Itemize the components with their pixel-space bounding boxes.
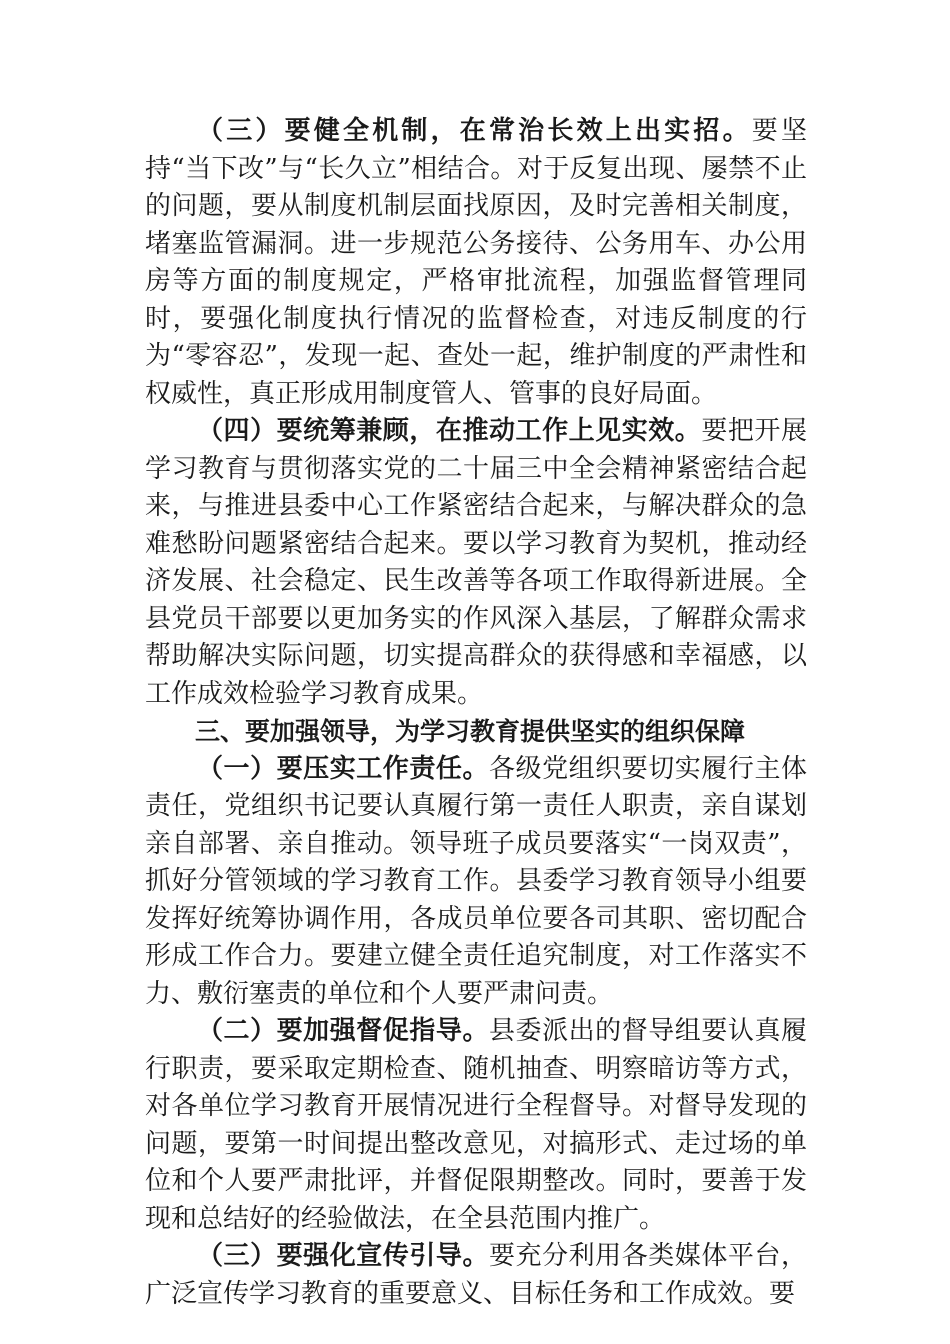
document-page <box>145 113 807 1313</box>
paragraph-body: 要坚持“当下改”与“长久立”相结合。对于反复出现、屡禁不止的问题，要从制度机制层面找原因，及时完善相关制度，堵塞监管漏洞。进一步规范公务接待、公务用车、办公用房等方面的制度规定，严格审批流程，加强监督管理同时，要强化制度执行情况的监督检查，对违反制度的行为“零容忍”，发现一起、查处一起，维护制度的严肃性和权威性，真正形成用制度管人、管事的良好局面。 <box>145 116 807 409</box>
paragraph-coordination <box>145 413 807 713</box>
paragraph-responsibility <box>145 751 807 1014</box>
paragraph-lead: （三）要健全机制，在常治长效上出实招。 <box>197 116 752 146</box>
paragraph-lead: （三）要强化宣传引导。 <box>197 1241 489 1271</box>
section-heading: 三、要加强领导，为学习教育提供坚实的组织保障 <box>195 717 746 746</box>
paragraph-body: 各级党组织要切实履行主体责任，党组织书记要认真履行第一责任人职责，亲自谋划亲自部署、亲自推动。领导班子成员要落实“一岗双责”，抓好分管领域的学习教育工作。县委学习教育领导小组要发挥好统筹协调作用，各成员单位要各司其职、密切配合形成工作合力。要建立健全责任追究制度，对工作落实不力、敷衍塞责的单位和个人要严肃问责。 <box>145 753 807 1009</box>
paragraph-supervision <box>145 1013 807 1238</box>
paragraph-lead: （一）要压实工作责任。 <box>197 753 489 784</box>
paragraph-body: 要充分利用各类媒体平台，广泛宣传学习教育的重要意义、目标任务和工作成效。要 <box>145 1241 807 1309</box>
paragraph-lead: （二）要加强督促指导。 <box>197 1016 489 1046</box>
paragraph-mechanism <box>145 113 807 413</box>
paragraph-lead: （四）要统筹兼顾，在推动工作上见实效。 <box>197 416 702 446</box>
paragraph-body: 县委派出的督导组要认真履行职责，要采取定期检查、随机抽查、明察暗访等方式，对各单位学习教育开展情况进行全程督导。对督导发现的问题，要第一时间提出整改意见，对搞形式、走过场的单位和个人要严肃批评，并督促限期整改。同时，要善于发现和总结好的经验做法，在全县范围内推广。 <box>145 1016 807 1234</box>
paragraph-body: 要把开展学习教育与贯彻落实党的二十届三中全会精神紧密结合起来，与推进县委中心工作紧密结合起来，与解决群众的急难愁盼问题紧密结合起来。要以学习教育为契机，推动经济发展、社会稳定、民生改善等各项工作取得新进展。全县党员干部要以更加务实的作风深入基层，了解群众需求帮助解决实际问题，切实提高群众的获得感和幸福感，以工作成效检验学习教育成果。 <box>145 416 807 709</box>
paragraph-publicity <box>145 1238 807 1313</box>
